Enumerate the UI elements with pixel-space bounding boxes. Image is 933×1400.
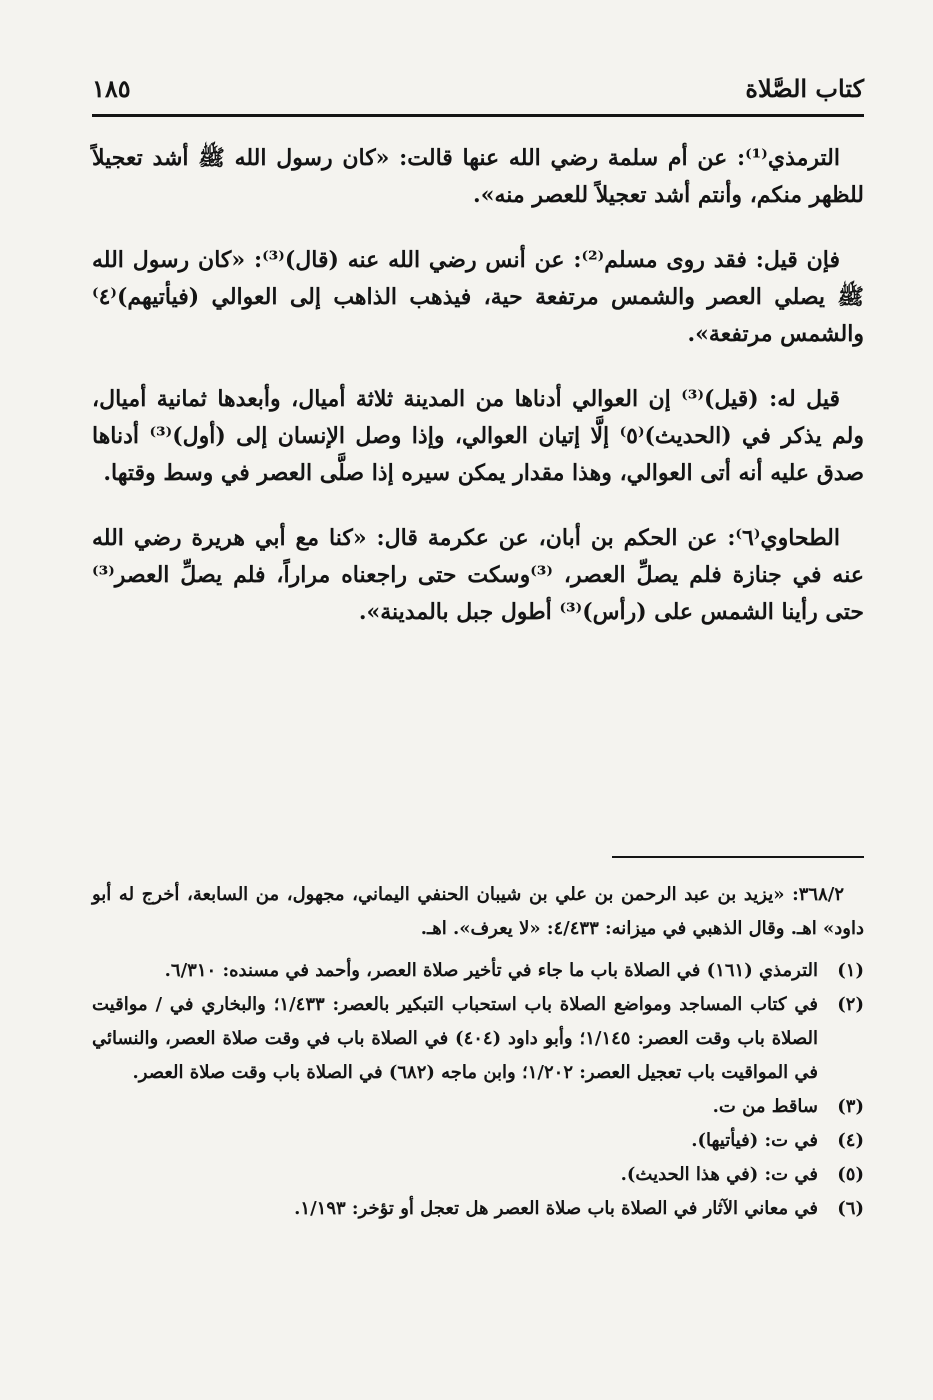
header-rule xyxy=(92,114,864,117)
paragraph-lead: قيل له: xyxy=(769,386,840,412)
footnote-text: في ت: (فيأتيها). xyxy=(691,1130,818,1151)
footnote-text: في كتاب المساجد ومواضع الصلاة باب استحباب التبكير بالعصر: ١/٤٣٣؛ والبخاري في / مواقيت الصلاة باب وقت العصر: ١/١٤٥؛ وأبو داود (٤٠٤) في الصلاة باب في وقت صلاة العصر، والنسائي في المواقيت باب تعجيل العصر: ١/٢٠٢؛ وابن ماجه (٦٨٢) في الصلاة باب وقت صلاة العصر. xyxy=(92,994,818,1083)
paragraph xyxy=(92,140,864,214)
footnote-text: الترمذي (١٦١) في الصلاة باب ما جاء في تأخير صلاة العصر، وأحمد في مسنده: ٦/٣١٠. xyxy=(164,960,818,981)
continued-note: ٣٦٨/٢: «يزيد بن عبد الرحمن بن علي بن شيبان الحنفي اليماني، مجهول، من السابعة، أخرج له أبو داود» اهـ. وقال الذهبي في ميزانه: ٤/٤٣٣: «لا يعرف». اهـ. xyxy=(92,884,864,939)
paragraph-lead: الترمذي⁽¹⁾: xyxy=(736,145,840,171)
footnote xyxy=(92,988,864,1090)
chapter-title: كتاب الصَّلاة xyxy=(745,74,864,103)
paragraph-lead: فإن قيل: xyxy=(755,247,840,273)
footnote-number: (٦) xyxy=(837,1198,864,1219)
paragraph-text: فقد روى مسلم⁽²⁾: عن أنس رضي الله عنه (قال)⁽³⁾: «كان رسول الله ﷺ يصلي العصر والشمس مرتفعة حية، فيذهب الذاهب إلى العوالي (فيأتيهم)⁽٤⁾ والشمس مرتفعة». xyxy=(92,247,864,347)
footnote xyxy=(92,1124,864,1158)
footnote-text: في معاني الآثار في الصلاة باب صلاة العصر هل تعجل أو تؤخر: ١/١٩٣. xyxy=(294,1198,818,1219)
paragraph xyxy=(92,520,864,631)
paragraph-lead: الطحاوي⁽٦⁾: xyxy=(727,525,840,551)
footnote-number: (٢) xyxy=(837,994,864,1015)
footnote-rule xyxy=(612,856,864,858)
page-number: ١٨٥ xyxy=(92,74,131,103)
paragraph-text: عن الحكم بن أبان، عن عكرمة قال: «كنا مع أبي هريرة رضي الله عنه في جنازة فلم يصلِّ العصر، ⁽³⁾وسكت حتى راجعناه مراراً، فلم يصلِّ العصر⁽³⁾ حتى رأينا الشمس على (رأس)⁽³⁾ أطول جبل بالمدينة». xyxy=(92,525,864,625)
footnote xyxy=(92,1158,864,1192)
footnote xyxy=(92,1192,864,1226)
paragraph xyxy=(92,242,864,353)
footnote-number: (٣) xyxy=(837,1096,864,1117)
footnote-text: ساقط من ت. xyxy=(712,1096,818,1117)
footnote-number: (٤) xyxy=(837,1130,864,1151)
running-header xyxy=(92,68,864,112)
footnotes-section xyxy=(92,878,864,1226)
footnote xyxy=(92,1090,864,1124)
main-text xyxy=(92,140,864,659)
footnote-list xyxy=(92,954,864,1226)
paragraph-text: (قيل)⁽³⁾ إن العوالي أدناها من المدينة ثلاثة أميال، وأبعدها ثمانية أميال، ولم يذكر في (الحديث)⁽٥⁾ إلَّا إتيان العوالي، وإذا وصل الإنسان إلى (أول)⁽³⁾ أدناها صدق عليه أنه أتى العوالي، وهذا مقدار يمكن سيره إذا صلَّى العصر في وسط وقتها. xyxy=(92,386,864,486)
paragraph-text: عن أم سلمة رضي الله عنها قالت: «كان رسول الله ﷺ أشد تعجيلاً للظهر منكم، وأنتم أشد تعجيلاً للعصر منه». xyxy=(92,145,864,208)
footnote xyxy=(92,954,864,988)
footnote-number: (٥) xyxy=(837,1164,864,1185)
footnote-number: (١) xyxy=(837,960,864,981)
footnote-text: في ت: (في هذا الحديث). xyxy=(620,1164,818,1185)
paragraph xyxy=(92,381,864,492)
